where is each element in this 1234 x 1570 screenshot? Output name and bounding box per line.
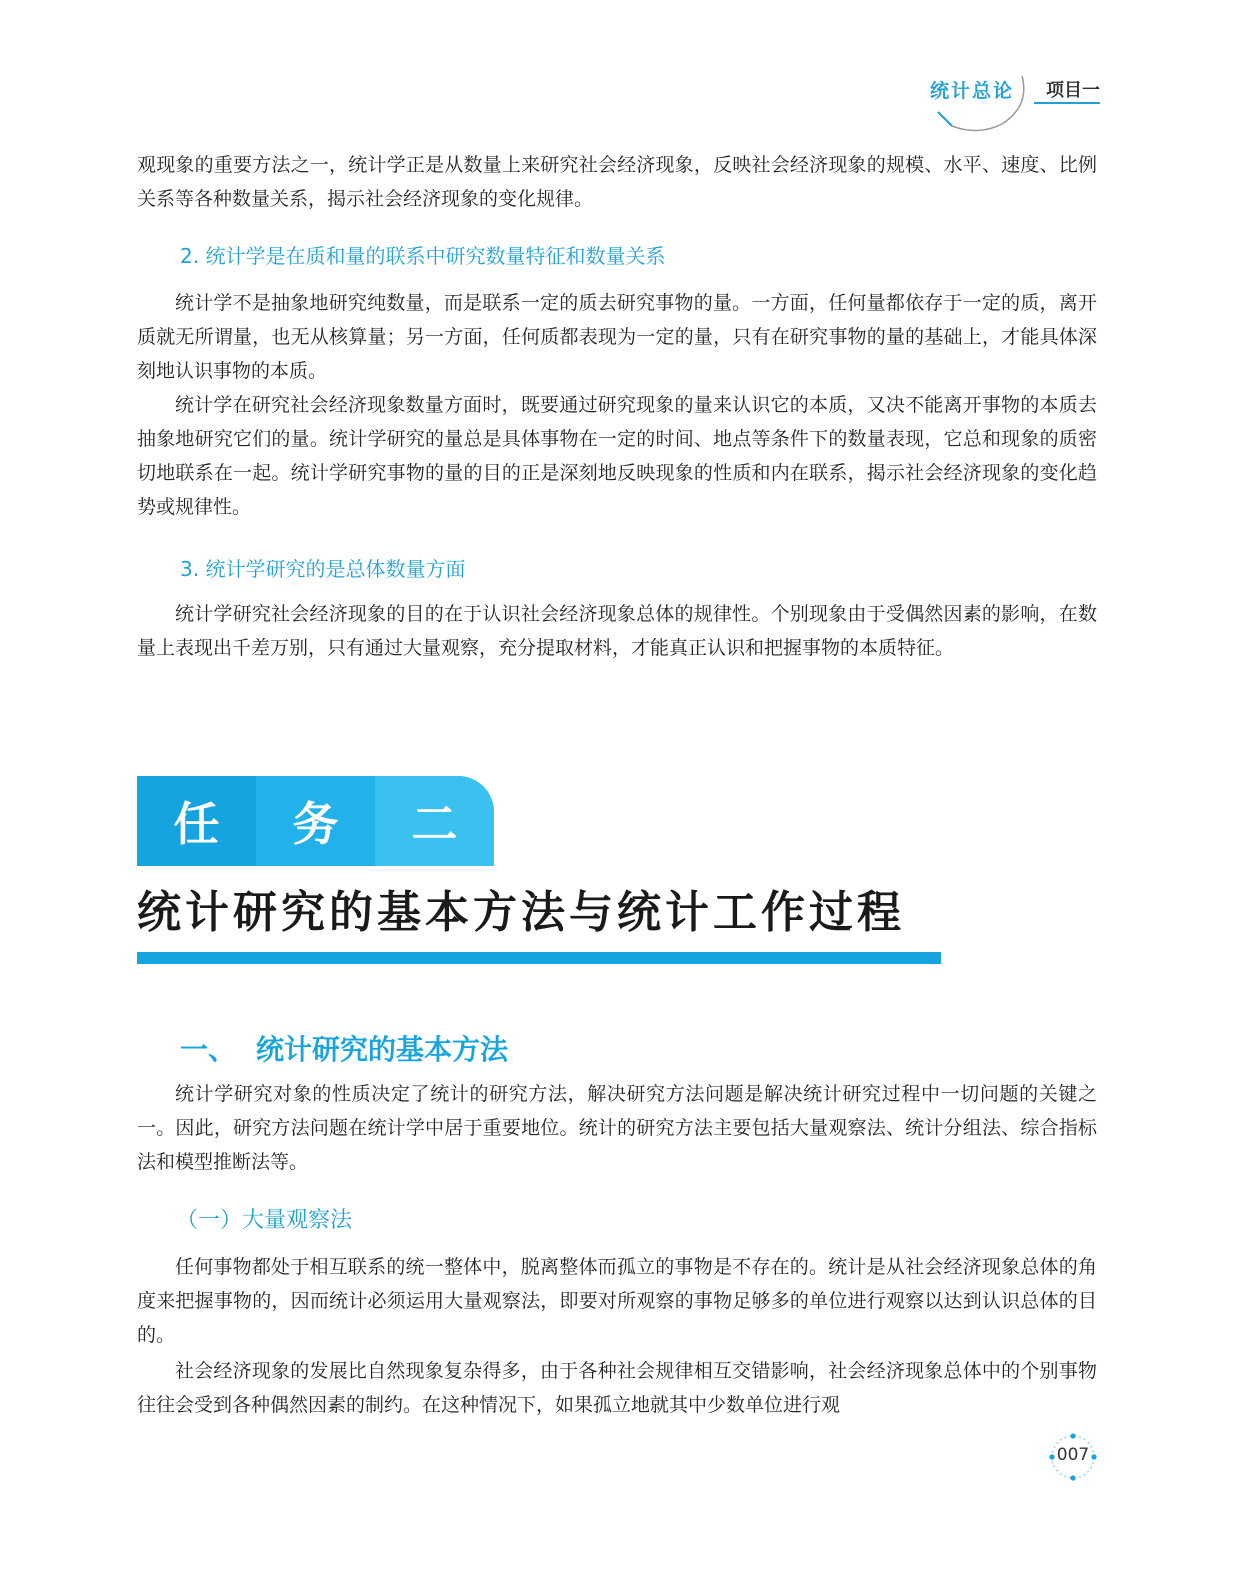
task-char-3: 二 — [375, 776, 494, 866]
project-label: 项目一 — [1046, 80, 1100, 101]
subheading-mass-observation: （一）大量观察法 — [176, 1208, 353, 1233]
section-number: 一、 — [180, 1033, 237, 1066]
task-title: 统计研究的基本方法与统计工作过程 — [137, 887, 905, 938]
project-underline — [1034, 102, 1100, 104]
task-char-1: 任 — [137, 776, 256, 866]
paragraph-continuation: 观现象的重要方法之一，统计学正是从数量上来研究社会经济现象，反映社会经济现象的规模、水平、速度、比例关系等各种数量关系，揭示社会经济现象的变化规律。 — [137, 154, 1097, 210]
paragraph-method-intro: 统计学研究对象的性质决定了统计的研究方法，解决研究方法问题是解决统计研究过程中一切问题的关键之一。因此，研究方法问题在统计学中居于重要地位。统计的研究方法主要包括大量观察法、统计分组法、综合指标法和模型推断法等。 — [137, 1083, 1097, 1173]
subheading-3: 3. 统计学研究的是总体数量方面 — [180, 557, 466, 581]
page-number: 007 — [1056, 1445, 1090, 1465]
subheading-2: 2. 统计学是在质和量的联系中研究数量特征和数量关系 — [180, 244, 666, 268]
task-title-underline — [137, 952, 941, 964]
paragraph-total-quantity: 统计学研究社会经济现象的目的在于认识社会经济现象总体的规律性。个别现象由于受偶然因素的影响，在数量上表现出千差万别，只有通过大量观察，充分提取材料，才能真正认识和把握事物的本质特征。 — [137, 603, 1097, 659]
paragraph-mass-observation-2: 社会经济现象的发展比自然现象复杂得多，由于各种社会规律相互交错影响，社会经济现象总体中的个别事物往往会受到各种偶然因素的制约。在这种情况下，如果孤立地就其中少数单位进行观 — [137, 1360, 1097, 1416]
task-char-2: 务 — [256, 776, 375, 866]
paragraph-quality-quantity-1: 统计学不是抽象地研究纯数量，而是联系一定的质去研究事物的量。一方面，任何量都依存于一定的质，离开质就无所谓量，也无从核算量；另一方面，任何质都表现为一定的量，只有在研究事物的量的基础上，才能具体深刻地认识事物的本质。 — [137, 292, 1097, 382]
page-number-badge — [1048, 1432, 1098, 1482]
chapter-title: 统计总论 — [929, 80, 1014, 102]
paragraph-quality-quantity-2: 统计学在研究社会经济现象数量方面时，既要通过研究现象的量来认识它的本质，又决不能离开事物的本质去抽象地研究它们的量。统计学研究的量总是具体事物在一定的时间、地点等条件下的数量表现，它总和现象的质密切地联系在一起。统计学研究事物的量的目的正是深刻地反映现象的性质和内在联系，揭示社会经济现象的变化趋势或规律性。 — [137, 394, 1097, 518]
task-banner — [137, 776, 494, 866]
header-arc-decoration — [930, 72, 1030, 134]
paragraph-mass-observation-1: 任何事物都处于相互联系的统一整体中，脱离整体而孤立的事物是不存在的。统计是从社会经济现象总体的角度来把握事物的，因而统计必须运用大量观察法，即要对所观察的事物足够多的单位进行观察以达到认识总体的目的。 — [137, 1256, 1097, 1346]
section-heading — [180, 1028, 508, 1068]
section-title: 统计研究的基本方法 — [256, 1033, 509, 1066]
